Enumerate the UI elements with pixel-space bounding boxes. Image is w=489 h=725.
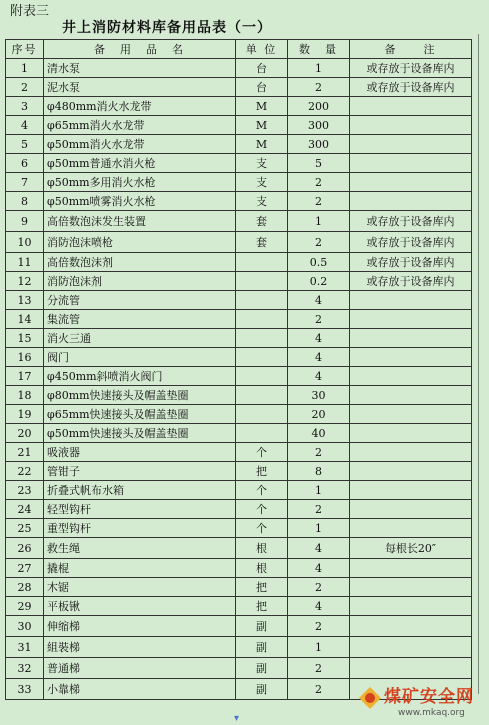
cell-quantity: 4 <box>288 597 350 616</box>
cell-seq: 31 <box>6 637 44 658</box>
cell-quantity: 20 <box>288 405 350 424</box>
cell-quantity: 300 <box>288 135 350 154</box>
cell-item-name: 消火三通 <box>44 329 236 348</box>
cell-quantity: 2 <box>288 658 350 679</box>
cell-item-name: φ65mm快速接头及帽盖垫圈 <box>44 405 236 424</box>
cell-remarks <box>350 405 472 424</box>
table-row <box>6 154 472 173</box>
cell-unit: 个 <box>236 519 288 538</box>
cell-remarks: 或存放于设备库内 <box>350 232 472 253</box>
cell-seq: 26 <box>6 538 44 559</box>
cell-seq: 27 <box>6 559 44 578</box>
cell-item-name: 折叠式帆布水箱 <box>44 481 236 500</box>
cell-seq: 32 <box>6 658 44 679</box>
cell-quantity: 2 <box>288 500 350 519</box>
cell-item-name: 轻型钩杆 <box>44 500 236 519</box>
site-logo <box>358 680 488 724</box>
table-row <box>6 519 472 538</box>
cell-remarks <box>350 192 472 211</box>
table-row <box>6 367 472 386</box>
cell-quantity: 40 <box>288 424 350 443</box>
table-row <box>6 386 472 405</box>
cell-remarks: 或存放于设备库内 <box>350 272 472 291</box>
cell-unit <box>236 348 288 367</box>
cell-remarks <box>350 519 472 538</box>
cell-seq: 5 <box>6 135 44 154</box>
cell-unit <box>236 253 288 272</box>
cell-quantity: 1 <box>288 519 350 538</box>
cell-item-name: 高倍数泡沫发生装置 <box>44 211 236 232</box>
cell-unit: 个 <box>236 481 288 500</box>
cell-item-name: φ65mm消火水龙带 <box>44 116 236 135</box>
table-row <box>6 424 472 443</box>
cell-quantity: 4 <box>288 329 350 348</box>
cell-remarks <box>350 97 472 116</box>
cell-item-name: 清水泵 <box>44 59 236 78</box>
cell-item-name: 重型钩杆 <box>44 519 236 538</box>
cell-seq: 10 <box>6 232 44 253</box>
header-item-name: 备 用 品 名 <box>44 40 236 59</box>
appendix-label: 附表三 <box>10 4 50 19</box>
cell-remarks: 或存放于设备库内 <box>350 78 472 97</box>
table-row <box>6 348 472 367</box>
cell-seq: 16 <box>6 348 44 367</box>
cell-quantity: 2 <box>288 232 350 253</box>
cell-unit: 根 <box>236 538 288 559</box>
cell-unit: 套 <box>236 211 288 232</box>
cell-unit <box>236 291 288 310</box>
cell-quantity: 4 <box>288 559 350 578</box>
header-remarks: 备 注 <box>350 40 472 59</box>
logo-flame-icon <box>358 686 382 710</box>
cell-item-name: φ50mm普通水消火枪 <box>44 154 236 173</box>
cell-item-name: 木锯 <box>44 578 236 597</box>
cell-quantity: 1 <box>288 211 350 232</box>
table-row <box>6 538 472 559</box>
cell-seq: 14 <box>6 310 44 329</box>
table-row <box>6 310 472 329</box>
cell-unit: 把 <box>236 597 288 616</box>
cell-seq: 13 <box>6 291 44 310</box>
header-quantity: 数 量 <box>288 40 350 59</box>
cell-unit: 台 <box>236 78 288 97</box>
cell-seq: 28 <box>6 578 44 597</box>
cell-quantity: 2 <box>288 578 350 597</box>
header-unit: 单 位 <box>236 40 288 59</box>
cell-quantity: 30 <box>288 386 350 405</box>
cell-item-name: 小靠梯 <box>44 679 236 700</box>
cell-unit: 台 <box>236 59 288 78</box>
cell-remarks: 或存放于设备库内 <box>350 59 472 78</box>
table-row <box>6 291 472 310</box>
cell-remarks <box>350 597 472 616</box>
cell-quantity: 4 <box>288 291 350 310</box>
cell-remarks <box>350 462 472 481</box>
cell-item-name: 組裝梯 <box>44 637 236 658</box>
page-break-marker: ▾ <box>234 713 240 724</box>
table-row <box>6 97 472 116</box>
cell-unit: 个 <box>236 500 288 519</box>
cell-unit <box>236 405 288 424</box>
cell-item-name: 伸缩梯 <box>44 616 236 637</box>
cell-remarks <box>350 443 472 462</box>
cell-seq: 24 <box>6 500 44 519</box>
cell-quantity: 4 <box>288 538 350 559</box>
cell-seq: 22 <box>6 462 44 481</box>
cell-item-name: φ50mm快速接头及帽盖垫圈 <box>44 424 236 443</box>
cell-quantity: 4 <box>288 367 350 386</box>
cell-item-name: 消防泡沫剂 <box>44 272 236 291</box>
cell-unit: 副 <box>236 658 288 679</box>
table-row <box>6 116 472 135</box>
cell-seq: 17 <box>6 367 44 386</box>
cell-seq: 6 <box>6 154 44 173</box>
cell-quantity: 2 <box>288 78 350 97</box>
cell-quantity: 8 <box>288 462 350 481</box>
cell-item-name: 分流管 <box>44 291 236 310</box>
table-row <box>6 135 472 154</box>
cell-seq: 2 <box>6 78 44 97</box>
cell-remarks <box>350 500 472 519</box>
cell-seq: 33 <box>6 679 44 700</box>
cell-seq: 18 <box>6 386 44 405</box>
cell-seq: 19 <box>6 405 44 424</box>
table-title: 井上消防材料库备用品表（一） <box>62 20 272 36</box>
equipment-table <box>5 39 472 700</box>
cell-unit: 副 <box>236 616 288 637</box>
cell-unit: M <box>236 97 288 116</box>
table-row <box>6 500 472 519</box>
cell-seq: 20 <box>6 424 44 443</box>
cell-item-name: 平板锹 <box>44 597 236 616</box>
cell-remarks <box>350 658 472 679</box>
cell-remarks <box>350 291 472 310</box>
cell-remarks <box>350 424 472 443</box>
cell-quantity: 1 <box>288 637 350 658</box>
cell-remarks <box>350 310 472 329</box>
table-row <box>6 597 472 616</box>
cell-remarks <box>350 329 472 348</box>
cell-remarks <box>350 637 472 658</box>
cell-quantity: 0.5 <box>288 253 350 272</box>
cell-unit <box>236 310 288 329</box>
cell-quantity: 2 <box>288 616 350 637</box>
table-row <box>6 578 472 597</box>
cell-remarks <box>350 481 472 500</box>
cell-remarks <box>350 367 472 386</box>
cell-remarks: 或存放于设备库内 <box>350 211 472 232</box>
cell-item-name: 管钳子 <box>44 462 236 481</box>
cell-unit: 把 <box>236 578 288 597</box>
cell-unit: 个 <box>236 443 288 462</box>
cell-remarks <box>350 616 472 637</box>
table-row <box>6 192 472 211</box>
table-row <box>6 78 472 97</box>
cell-unit: M <box>236 116 288 135</box>
cell-remarks <box>350 348 472 367</box>
cell-item-name: φ50mm消火水龙带 <box>44 135 236 154</box>
cell-item-name: 高倍数泡沫剂 <box>44 253 236 272</box>
cell-seq: 3 <box>6 97 44 116</box>
cell-item-name: φ50mm多用消火水枪 <box>44 173 236 192</box>
cell-seq: 11 <box>6 253 44 272</box>
cell-item-name: 吸液器 <box>44 443 236 462</box>
cell-remarks <box>350 135 472 154</box>
cell-quantity: 0.2 <box>288 272 350 291</box>
cell-unit <box>236 386 288 405</box>
cell-seq: 30 <box>6 616 44 637</box>
cell-seq: 12 <box>6 272 44 291</box>
cell-item-name: 撬棍 <box>44 559 236 578</box>
table-row <box>6 559 472 578</box>
cell-remarks <box>350 154 472 173</box>
page-edge-rule <box>478 34 479 694</box>
cell-remarks <box>350 578 472 597</box>
cell-item-name: φ50mm喷雾消火水枪 <box>44 192 236 211</box>
cell-unit <box>236 272 288 291</box>
cell-unit: M <box>236 135 288 154</box>
table-row <box>6 173 472 192</box>
table-row <box>6 232 472 253</box>
cell-item-name: 消防泡沫喷枪 <box>44 232 236 253</box>
cell-remarks <box>350 386 472 405</box>
cell-item-name: 集流管 <box>44 310 236 329</box>
table-row <box>6 59 472 78</box>
cell-quantity: 5 <box>288 154 350 173</box>
table-row <box>6 616 472 637</box>
cell-quantity: 2 <box>288 173 350 192</box>
cell-unit: 副 <box>236 679 288 700</box>
cell-seq: 29 <box>6 597 44 616</box>
cell-unit <box>236 424 288 443</box>
cell-seq: 23 <box>6 481 44 500</box>
cell-quantity: 2 <box>288 679 350 700</box>
cell-quantity: 300 <box>288 116 350 135</box>
cell-unit: 套 <box>236 232 288 253</box>
cell-unit: 支 <box>236 192 288 211</box>
cell-remarks: 或存放于设备库内 <box>350 253 472 272</box>
cell-seq: 25 <box>6 519 44 538</box>
cell-quantity: 1 <box>288 59 350 78</box>
cell-remarks <box>350 116 472 135</box>
cell-seq: 1 <box>6 59 44 78</box>
cell-item-name: φ450mm斜喷消火阀门 <box>44 367 236 386</box>
cell-unit: 支 <box>236 154 288 173</box>
cell-unit: 根 <box>236 559 288 578</box>
cell-item-name: 普通梯 <box>44 658 236 679</box>
table-row <box>6 405 472 424</box>
cell-seq: 8 <box>6 192 44 211</box>
cell-seq: 4 <box>6 116 44 135</box>
cell-seq: 7 <box>6 173 44 192</box>
cell-remarks <box>350 173 472 192</box>
cell-item-name: φ80mm快速接头及帽盖垫圈 <box>44 386 236 405</box>
table-row <box>6 253 472 272</box>
cell-seq: 21 <box>6 443 44 462</box>
table-row <box>6 211 472 232</box>
cell-quantity: 200 <box>288 97 350 116</box>
cell-quantity: 4 <box>288 348 350 367</box>
table-row <box>6 658 472 679</box>
cell-remarks <box>350 559 472 578</box>
cell-unit: 支 <box>236 173 288 192</box>
cell-unit <box>236 367 288 386</box>
logo-url: www.mkaq.org <box>398 708 465 718</box>
cell-quantity: 2 <box>288 310 350 329</box>
table-row <box>6 637 472 658</box>
header-row <box>6 40 472 59</box>
cell-seq: 9 <box>6 211 44 232</box>
cell-item-name: 泥水泵 <box>44 78 236 97</box>
cell-unit: 把 <box>236 462 288 481</box>
cell-unit: 副 <box>236 637 288 658</box>
table-row <box>6 481 472 500</box>
header-seq: 序号 <box>6 40 44 59</box>
cell-seq: 15 <box>6 329 44 348</box>
cell-quantity: 2 <box>288 443 350 462</box>
logo-text: 煤矿安全网 <box>384 687 474 707</box>
table-row <box>6 329 472 348</box>
cell-unit <box>236 329 288 348</box>
cell-quantity: 2 <box>288 192 350 211</box>
cell-quantity: 1 <box>288 481 350 500</box>
cell-item-name: 救生绳 <box>44 538 236 559</box>
table-row <box>6 443 472 462</box>
table-row <box>6 272 472 291</box>
cell-remarks: 每根长20″ <box>350 538 472 559</box>
cell-item-name: φ480mm消火水龙带 <box>44 97 236 116</box>
cell-item-name: 阀门 <box>44 348 236 367</box>
table-row <box>6 462 472 481</box>
